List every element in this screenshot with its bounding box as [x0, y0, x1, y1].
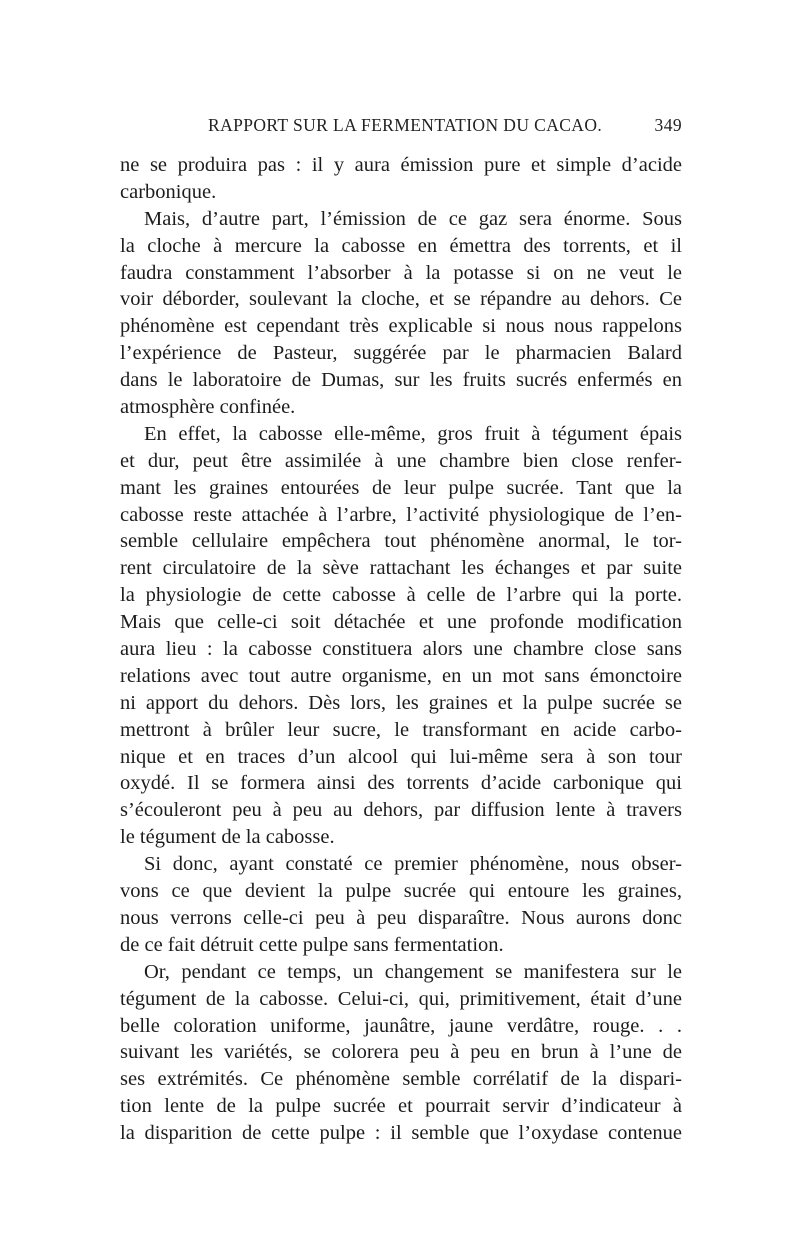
text-line: tégument de la cabosse. Celui-ci, qui, primitivement, était d’une [120, 987, 682, 1010]
text-line: ni apport du dehors. Dès lors, les graines et la pulpe sucrée se [120, 691, 682, 714]
body-text [120, 152, 682, 1147]
text-line: mettront à brûler leur sucre, le transformant en acide carbo- [120, 718, 682, 741]
text-line: aura lieu : la cabosse constituera alors une chambre close sans [120, 638, 682, 661]
text-line: de ce fait détruit cette pulpe sans fermentation. [120, 933, 504, 956]
running-title: RAPPORT SUR LA FERMENTATION DU CACAO. [208, 115, 603, 135]
text-line: oxydé. Il se formera ainsi des torrents d’acide carbonique qui [120, 772, 682, 795]
text-line: Si donc, ayant constaté ce premier phénomène, nous obser- [144, 853, 682, 876]
text-line: cabosse reste attachée à l’arbre, l’activité physiologique de l’en- [120, 503, 682, 526]
text-line: Mais que celle-ci soit détachée et une profonde modification [120, 611, 682, 634]
text-line: s’écouleront peu à peu au dehors, par diffusion lente à travers [120, 799, 682, 822]
text-line: dans le laboratoire de Dumas, sur les fruits sucrés enfermés en [120, 369, 682, 392]
text-line: suivant les variétés, se colorera peu à peu en brun à l’une de [120, 1041, 682, 1064]
text-line: relations avec tout autre organisme, en un mot sans émonctoire [120, 664, 682, 687]
page-header [120, 115, 682, 141]
text-line: belle coloration uniforme, jaunâtre, jaune verdâtre, rouge. . . [120, 1014, 682, 1037]
text-line: la cloche à mercure la cabosse en émettra des torrents, et il [120, 234, 682, 257]
text-line: En effet, la cabosse elle-même, gros fruit à tégument épais [144, 422, 682, 445]
text-line: nous verrons celle-ci peu à peu disparaître. Nous aurons donc [120, 906, 682, 929]
text-line: la disparition de cette pulpe : il semble que l’oxydase contenue [120, 1122, 682, 1145]
page-number: 349 [654, 115, 682, 135]
text-line: la physiologie de cette cabosse à celle de l’arbre qui la porte. [120, 584, 682, 607]
text-line: nique et en traces d’un alcool qui lui-même sera à son tour [120, 745, 682, 768]
text-line: ses extrémités. Ce phénomène semble corrélatif de la dispari- [120, 1068, 682, 1091]
text-line: Or, pendant ce temps, un changement se manifestera sur le [144, 960, 682, 983]
text-line: mant les graines entourées de leur pulpe sucrée. Tant que la [120, 476, 682, 499]
text-line: semble cellulaire empêchera tout phénomène anormal, le tor- [120, 530, 682, 553]
text-line: l’expérience de Pasteur, suggérée par le pharmacien Balard [120, 342, 682, 365]
text-line: faudra constamment l’absorber à la potasse si on ne veut le [120, 261, 682, 284]
text-line: vons ce que devient la pulpe sucrée qui entoure les graines, [120, 880, 682, 903]
text-line: ne se produira pas : il y aura émission pure et simple d’acide [120, 154, 682, 176]
text-line: carbonique. [120, 180, 217, 203]
text-line: et dur, peut être assimilée à une chambre bien close renfer- [120, 449, 682, 472]
text-line: tion lente de la pulpe sucrée et pourrait servir d’indicateur à [120, 1095, 682, 1118]
text-line: Mais, d’autre part, l’émission de ce gaz sera énorme. Sous [144, 207, 682, 230]
text-line: rent circulatoire de la sève rattachant les échanges et par suite [120, 557, 682, 580]
text-line: phénomène est cependant très explicable si nous nous rappelons [120, 315, 682, 338]
text-line: atmosphère confinée. [120, 396, 296, 419]
text-line: le tégument de la cabosse. [120, 826, 335, 849]
text-line: voir déborder, soulevant la cloche, et se répandre au dehors. Ce [120, 288, 682, 311]
